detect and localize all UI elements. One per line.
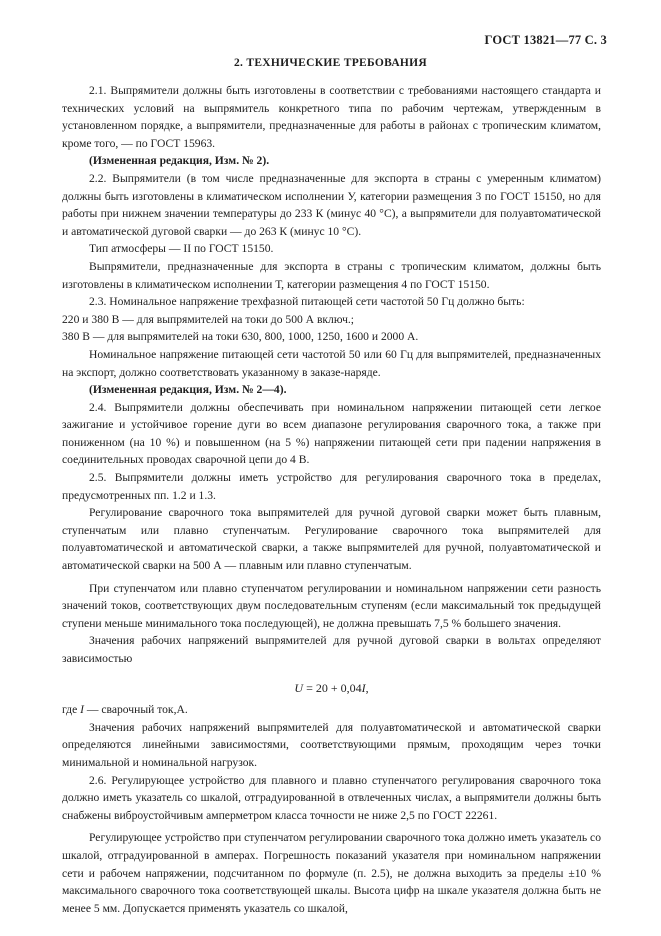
section-title: 2. ТЕХНИЧЕСКИЕ ТРЕБОВАНИЯ bbox=[233, 57, 428, 69]
revision-note: (Измененная редакция, Изм. № 2). bbox=[89, 154, 270, 168]
paragraph: Значения рабочих напряжений выпрямителей для полуавтоматической и автоматической сварки определяются линейными зависимостями, соответствующими прямым, проходящим через точки минимальной и номинальной нагрузок. bbox=[62, 720, 601, 769]
formula-where: где I — сварочный ток,А. bbox=[62, 703, 188, 717]
document-body bbox=[62, 82, 601, 917]
paragraph: Тип атмосферы — II по ГОСТ 15150. bbox=[89, 242, 274, 256]
paragraph: При ступенчатом или плавно ступенчатом регулировании и номинальном напряжении сети разность значений токов, соответствующих двум последовательным ступеням (если максимальный ток предыдущей ступени меньше минимального тока последующей), не должна превышать 7,5 % большего значения. bbox=[62, 581, 601, 630]
paragraph: 380 В — для выпрямителей на токи 630, 800, 1000, 1250, 1600 и 2000 А. bbox=[62, 330, 419, 344]
paragraph: Регулирование сварочного тока выпрямителей для ручной дуговой сварки может быть плавным, ступенчатым или плавно ступенчатым. Регулирование сварочного тока выпрямителей для полуавтоматической и автоматической сварки, а также выпрямителей для ручной, полуавтоматической и автоматической сварки на 500 А — плавным или плавно ступенчатым. bbox=[62, 506, 601, 573]
revision-note: (Измененная редакция, Изм. № 2—4). bbox=[89, 383, 287, 397]
page-header-reference: ГОСТ 13821—77 С. 3 bbox=[484, 33, 607, 47]
paragraph: Регулирующее устройство при ступенчатом регулировании сварочного тока должно иметь указатель со шкалой, отградуированной в амперах. Погрешность показаний указателя при номинальном напряжении сети и рабочем напряжении, подсчитанном по формуле (п. 2.5), не должна выходить за пределы ±10 % максимального сварочного тока соответствующей шкалы. Высота цифр на шкале указателя должна быть не менее 5 мм. Допускается применять указатель со шкалой, bbox=[62, 831, 601, 915]
paragraph-2-2: 2.2. Выпрямители (в том числе предназначенные для экспорта в страны с умеренным климатом) должны быть изготовлены в климатическом исполнении У, категории размещения 3 по ГОСТ 15150, но для работы при нижнем значении температуры до 233 К (минус 40 °С), а выпрямители для полуавтоматической и автоматической дуговой сварки — до 263 К (минус 10 °С). bbox=[62, 171, 601, 238]
paragraph: Номинальное напряжение питающей сети частотой 50 или 60 Гц для выпрямителей, предназначенных на экспорт, должно соответствовать указанному в заказе-наряде. bbox=[62, 347, 601, 379]
paragraph: Значения рабочих напряжений выпрямителей для ручной дуговой сварки в вольтах определяют зависимостью bbox=[62, 634, 601, 665]
paragraph-2-5: 2.5. Выпрямители должны иметь устройство для регулирования сварочного тока в пределах, предусмотренных пп. 1.2 и 1.3. bbox=[62, 471, 601, 502]
formula-variable: I bbox=[361, 680, 366, 695]
paragraph-2-6: 2.6. Регулирующее устройство для плавного и плавно ступенчатого регулирования сварочного тока должно иметь указатель со шкалой, отградуированной в отвлеченных числах, а выпрямители должны быть снабжены виброустойчивым амперметром класса точности не ниже 2,5 по ГОСТ 22261. bbox=[62, 773, 601, 822]
paragraph: 220 и 380 В — для выпрямителей на токи до 500 А включ.; bbox=[62, 312, 355, 326]
paragraph-2-4: 2.4. Выпрямители должны обеспечивать при номинальном напряжении питающей сети легкое зажигание и устойчивое горение дуги во всем диапазоне регулирования сварочного тока, а также при пониженном (на 10 %) и повышенном (на 5 %) напряжении питающей сети при падении напряжения в соединительных проводах сварочной цепи до 4 В. bbox=[62, 400, 601, 467]
paragraph-2-3: 2.3. Номинальное напряжение трехфазной питающей сети частотой 50 Гц должно быть: bbox=[89, 295, 525, 309]
formula-lhs: U bbox=[294, 680, 304, 695]
voltage-formula bbox=[62, 680, 601, 698]
paragraph: Выпрямители, предназначенные для экспорта в страны с тропическим климатом, должны быть изготовлены в климатическом исполнении Т, категории размещения 4 по ГОСТ 15150. bbox=[62, 259, 601, 291]
formula-rhs: = 20 + 0,04 bbox=[303, 680, 362, 695]
paragraph-2-1: 2.1. Выпрямители должны быть изготовлены в соответствии с требованиями настоящего стандарта и технических условий на выпрямитель конкретного типа по рабочим чертежам, утвержденным в установленном порядке, а выпрямители, предназначенные для работы в районах с тропическим климатом, кроме того, — по ГОСТ 15963. bbox=[62, 84, 601, 150]
formula-tail: , bbox=[365, 680, 369, 695]
